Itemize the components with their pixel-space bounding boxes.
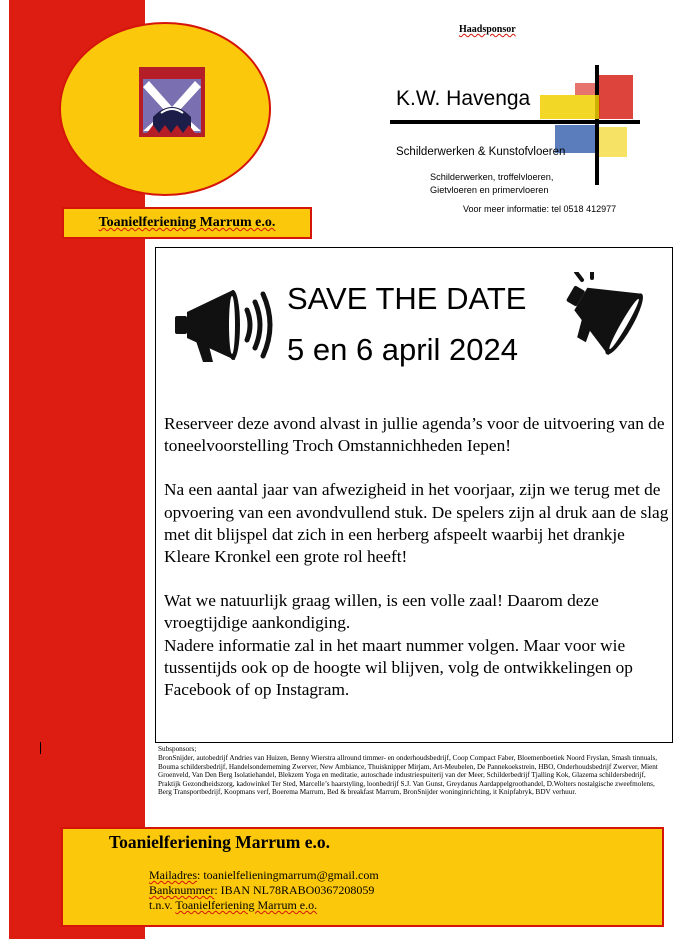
sponsor-name: K.W. Havenga (396, 87, 531, 110)
footer-mail-line (149, 868, 379, 883)
subsponsors-section (158, 745, 668, 796)
footer-tnv-line (149, 898, 379, 913)
event-date: 5 en 6 april 2024 (287, 332, 518, 367)
subsponsors-heading: Subsponsors; (158, 745, 197, 753)
sponsor-tagline: Schilderwerken & Kunstofvloeren (396, 146, 566, 158)
club-logo (139, 67, 205, 137)
sponsor-service-line: Schilderwerken, troffelvloeren, (430, 172, 554, 182)
footer-contact (149, 868, 379, 913)
megaphone-icon-right (562, 272, 662, 362)
announcement-paragraph: Reserveer deze avond alvast in jullie agenda’s voor de uitvoering van de toneelvoorstelling Troch Omstannichheden Iepen! (164, 414, 665, 456)
announcement-text (164, 413, 669, 701)
tnv-name: Toanielferiening Marrum e.o. (175, 898, 318, 912)
sponsor-services (430, 171, 553, 197)
subsponsors-list: BronSnijder, autobedrijf Andries van Huizen, Benny Wierstra allround timmer- en onderhoudsbedrijf, Coop Compact Faber, Bloemenboetiek Noord Fryslan, Smash tinnuals, Bouma schildersbedrijf, Handelsonderneming Zwerver, New Ambiance, Thuisknipper Mirjam, Art-Meubelen, De Pannekoekstrein, HBO, Onderhoudsbedrijf Zwerver, Mient Groenveld, Van Den Berg Isolatiehandel, Blekzem Yoga en meditatie, autoschade industriespuiterij van der Meer, Schilderbedrijf Tjalling Kok, Glazema schildersbedrijf, Praktijk Gezondheidszorg, kadowinkel Ter Sted, Marcelle’s haarstyling, loonbedrijf S.J. Van Gunst, Greydanus Aardappelgroothandel, D.Wolters nostalgische zweefmolens, Berg Transportbedrijf, Koopmans verf, Boerema Marrum, Bed & breakfast Marrum, BronSnijder woninginrichting, it Knipfabryk, BDV verhuur. (158, 754, 658, 797)
footer-club-name: Toanielferiening Marrum e.o. (109, 832, 330, 852)
announcement-paragraph: Nadere informatie zal in het maart nummer volgen. Maar voor wie tussentijds ook op de hoogte wil blijven, volg de ontwikkelingen op Facebook of op Instagram. (164, 635, 633, 700)
save-the-date-title: SAVE THE DATE (287, 281, 527, 316)
footer-bank-line (149, 883, 379, 898)
club-name: Toanielferiening Marrum e.o. (98, 215, 276, 230)
club-name-box (62, 207, 312, 239)
sponsor-contact-info: Voor meer informatie: tel 0518 412977 (463, 204, 617, 214)
announcement-paragraph: Wat we natuurlijk graag willen, is een volle zaal! Daarom deze vroegtijdige aankondiging. (164, 591, 599, 633)
bank-value: : IBAN NL78RABO0367208059 (214, 883, 375, 897)
sponsor-service-line: Gietvloeren en primervloeren (430, 185, 549, 195)
announcement-paragraph: Na een aantal jaar van afwezigheid in het voorjaar, zijn we terug met de opvoering van een avondvullend stuk. De spelers zijn al druk aan de slag met dit blijspel dat zich in een herberg afspeelt waarbij het drankje Kleare Kronkel een grote rol heeft! (164, 480, 669, 567)
main-sponsor-heading: Haadsponsor (459, 24, 516, 35)
tnv-prefix: t.n.v. (149, 898, 176, 912)
megaphone-icon-left (173, 282, 275, 362)
text-cursor (40, 742, 41, 754)
mail-value: : toanielfelieningmarrum@gmail.com (196, 868, 379, 882)
mail-label: Mailadres (149, 868, 197, 882)
bank-label: Banknummer (149, 883, 215, 897)
